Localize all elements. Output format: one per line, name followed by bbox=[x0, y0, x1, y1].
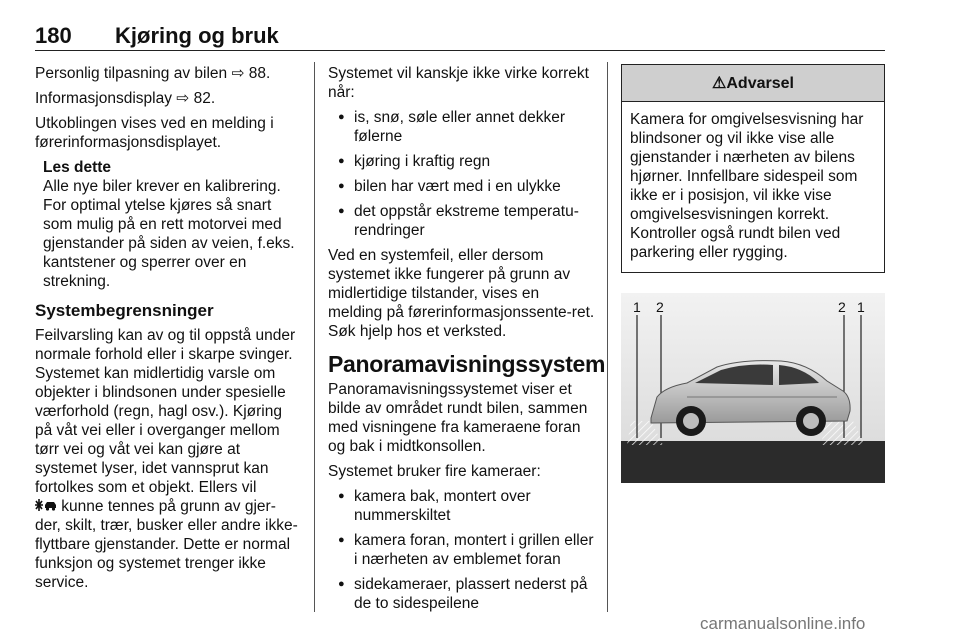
figure-label: 1 bbox=[633, 299, 641, 315]
note-box bbox=[43, 158, 300, 291]
column-divider-2 bbox=[607, 62, 608, 612]
paragraph-fault: Ved en systemfeil, eller dersom systemet ikke fungerer på grunn av midlertidige tilstander, vises en melding på førerinformasjonssente-ret. Søk hjelp hos et verksted. bbox=[328, 247, 595, 340]
column-2 bbox=[328, 64, 606, 619]
figure-label: 1 bbox=[857, 299, 865, 315]
blind-spot-car-icon bbox=[35, 498, 57, 515]
figure-label: 2 bbox=[838, 299, 846, 315]
column-1 bbox=[35, 64, 300, 598]
list-item: ● bilen har vært med i en ulykke bbox=[328, 177, 596, 196]
paragraph-utkobling: Utkoblingen vises ved en melding i førerinformasjonsdisplayet. bbox=[35, 115, 274, 151]
page-header bbox=[35, 20, 885, 51]
warning-text: Kamera for omgivelsesvisning har blindsoner og vil ikke vise alle gjenstander i nærheten av bilens hjørner. Innfellbare sidespeil som ikke er i posisjon, vil ikke vise omgivelsesvisningen korrekt. Kontroller også rundt bilen ved parkering eller rygging. bbox=[630, 111, 864, 261]
list-item: ● is, snø, søle eller annet dekker følerne bbox=[328, 108, 596, 146]
warning-triangle-icon: ⚠ bbox=[712, 75, 727, 92]
paragraph-cameras: Systemet bruker fire kameraer: bbox=[328, 463, 541, 480]
column-3 bbox=[621, 64, 885, 273]
condition-list bbox=[328, 108, 596, 240]
note-text: Alle nye biler krever en kalibrering. For optimal ytelse kjøres så snart som mulig på en rett motorvei med gjenstander på siden av veien, f.eks. kantstener og sperrer over en strekning. bbox=[43, 178, 295, 290]
paragraph-panorama: Panoramavisningssystemet viser et bilde av området rundt bilen, sammen med visningene fra kameraene foran og bak i midtkonsollen. bbox=[328, 381, 588, 455]
figure-label: 2 bbox=[656, 299, 664, 315]
paragraph-intro: Systemet vil kanskje ikke virke korrekt når: bbox=[328, 65, 589, 101]
car-illustration bbox=[621, 293, 885, 483]
paragraph-limits bbox=[35, 326, 300, 592]
note-title: Les dette bbox=[43, 159, 112, 176]
list-item: ● kjøring i kraftig regn bbox=[328, 152, 596, 171]
paragraph-info: Informasjonsdisplay ⇨ 82. bbox=[35, 90, 216, 107]
warning-box bbox=[621, 64, 885, 273]
chapter-title: Kjøring og bruk bbox=[115, 23, 279, 48]
watermark: carmanualsonline.info bbox=[700, 614, 866, 633]
list-item: ● sidekameraer, plassert nederst på de to sidespeilene bbox=[328, 575, 596, 613]
paragraph-personlig: Personlig tilpasning av bilen ⇨ 88. bbox=[35, 65, 271, 82]
paragraph-limits-text-2: kunne tennes på grunn av gjer-der, skilt, trær, busker eller andre ikke-flyttbare gjenstander. Dette er normal funksjon og systemet trenger ikke service. bbox=[35, 498, 298, 591]
list-item: ● kamera foran, montert i grillen eller i nærheten av emblemet foran bbox=[328, 531, 596, 569]
list-item: ● kamera bak, montert over nummerskiltet bbox=[328, 487, 596, 525]
section-heading-limits: Systembegrensninger bbox=[35, 301, 214, 320]
camera-figure bbox=[621, 293, 885, 483]
paragraph-limits-text: Feilvarsling kan av og til oppstå under normale forhold eller i skarpe svinger. Systemet kan midlertidig varsle om objekter i blindsonen under spesielle værforhold (regn, hagl osv.). Kjøring på våt vei eller i overganger mellom tørr vei og våt vei kan gjøre at systemet lyser, idet vannsprut kan fortolkes som et objekt. Ellers vil bbox=[35, 327, 296, 496]
list-item: ● det oppstår ekstreme temperatu-rendringer bbox=[328, 202, 596, 240]
page-number: 180 bbox=[35, 23, 72, 48]
camera-list bbox=[328, 487, 596, 613]
warning-header bbox=[622, 65, 884, 102]
warning-title: Advarsel bbox=[726, 75, 794, 92]
column-divider-1 bbox=[314, 62, 315, 612]
section-heading-panorama: Panoramavisningssystem bbox=[328, 351, 606, 377]
